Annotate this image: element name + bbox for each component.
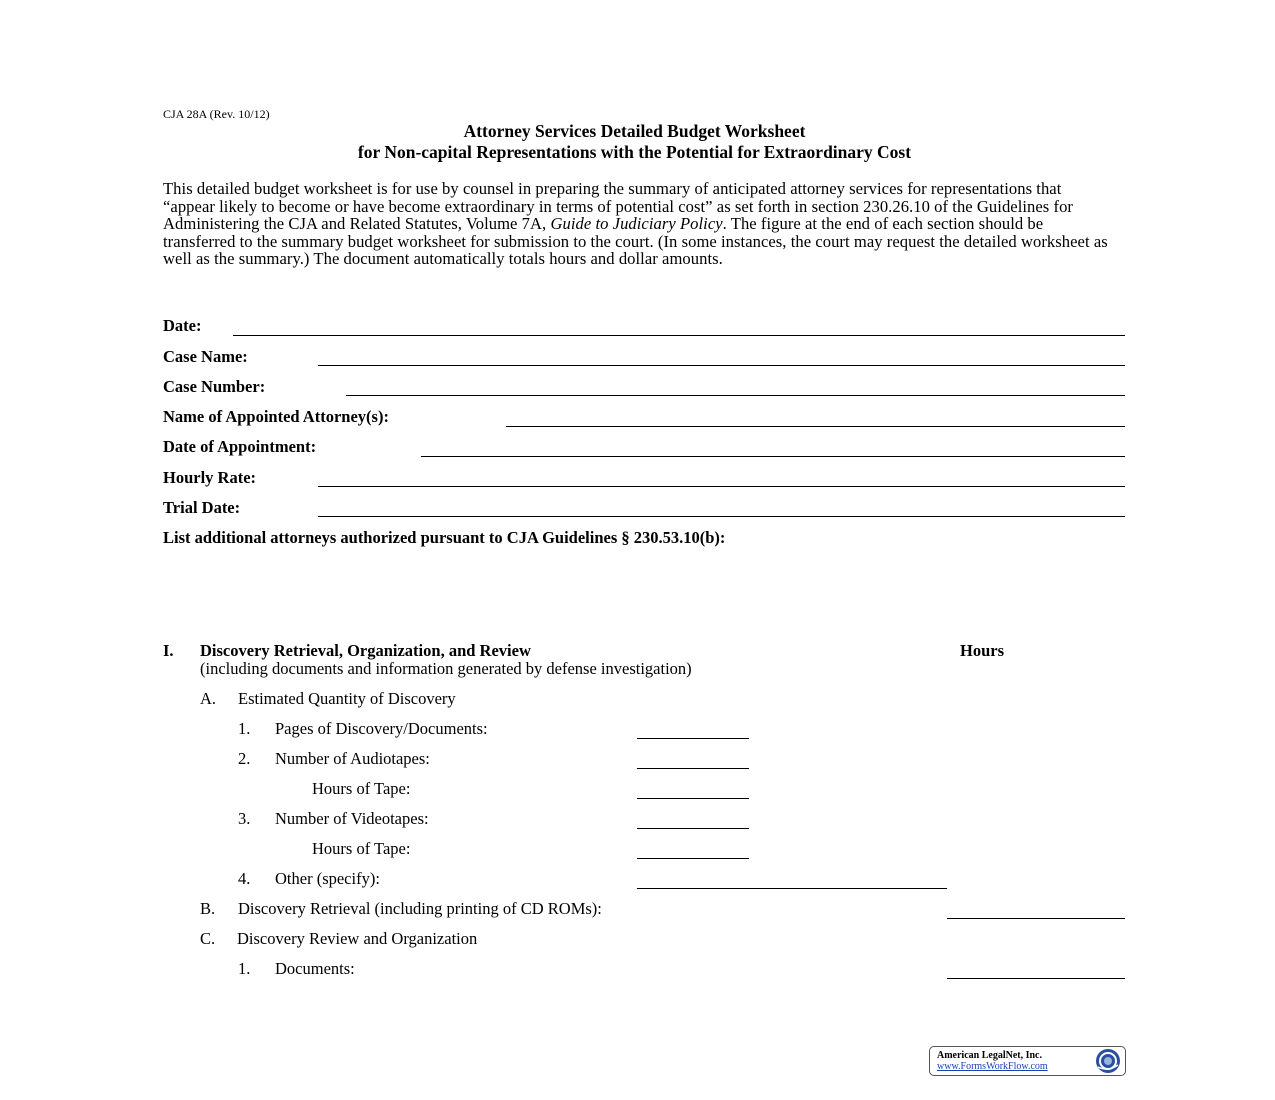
audio-hours-field[interactable] (637, 798, 749, 799)
item-a-letter: A. (200, 689, 217, 708)
date-of-appointment-label: Date of Appointment: (163, 437, 317, 456)
trial-date-field[interactable] (318, 516, 1125, 517)
case-number-label: Case Number: (163, 377, 266, 396)
section-numeral: I. (163, 641, 174, 660)
documents-hours-field[interactable] (947, 978, 1125, 979)
discovery-retrieval-hours-field[interactable] (947, 918, 1125, 919)
videotapes-label: Number of Videotapes: (275, 809, 429, 828)
hours-header: Hours (960, 641, 1005, 660)
additional-attorneys-label: List additional attorneys authorized pursuant to CJA Guidelines § 230.53.10(b): (163, 528, 726, 547)
audiotapes-label: Number of Audiotapes: (275, 749, 430, 768)
audio-hours-label: Hours of Tape: (312, 779, 411, 798)
video-hours-label: Hours of Tape: (312, 839, 411, 858)
section-subtitle: (including documents and information generated by defense investigation) (200, 659, 692, 678)
globe-icon (1095, 1048, 1121, 1074)
videotapes-field[interactable] (637, 828, 749, 829)
date-field[interactable] (233, 335, 1125, 336)
case-number-field[interactable] (346, 395, 1125, 396)
case-name-label: Case Name: (163, 347, 248, 366)
other-label: Other (specify): (275, 869, 380, 888)
item-b-label: Discovery Retrieval (including printing of CD ROMs): (238, 899, 602, 918)
video-hours-field[interactable] (637, 858, 749, 859)
hourly-rate-field[interactable] (318, 486, 1125, 487)
item-c-label: Discovery Review and Organization (237, 929, 478, 948)
publisher-url[interactable]: www.FormsWorkFlow.com (937, 1061, 1048, 1072)
publisher-name: American LegalNet, Inc. (937, 1050, 1042, 1061)
intro-paragraph: This detailed budget worksheet is for use by counsel in preparing the summary of anticipated attorney services for representations that “appear likely to become or have become extraordinary in terms of potential cost” as set forth in section 230.26.10 of the Guidelines for Administering the CJA and Related Statutes, Volume 7A, Guide to Judiciary Policy. The figure at the end of each section should be transferred to the summary budget worksheet for submission to the court. (In some instances, the court may request the detailed worksheet as well as the summary.) The document automatically totals hours and dollar amounts. (163, 179, 1108, 269)
item-3-number: 3. (238, 809, 251, 828)
date-label: Date: (163, 316, 202, 335)
hourly-rate-label: Hourly Rate: (163, 468, 257, 487)
other-field[interactable] (637, 888, 947, 889)
policy-title: Guide to Judiciary Policy (550, 214, 723, 234)
item-b-letter: B. (200, 899, 216, 918)
appointed-attorney-field[interactable] (506, 426, 1125, 427)
item-a-label: Estimated Quantity of Discovery (238, 689, 456, 708)
form-number: CJA 28A (Rev. 10/12) (163, 107, 270, 121)
date-of-appointment-field[interactable] (421, 456, 1125, 457)
audiotapes-field[interactable] (637, 768, 749, 769)
publisher-logo[interactable] (929, 1046, 1126, 1076)
form-subtitle: for Non-capital Representations with the Potential for Extraordinary Cost (357, 142, 912, 162)
item-c1-number: 1. (238, 959, 251, 978)
documents-label: Documents: (275, 959, 355, 978)
item-4-number: 4. (238, 869, 251, 888)
item-c-letter: C. (200, 929, 216, 948)
pages-field[interactable] (637, 738, 749, 739)
pages-label: Pages of Discovery/Documents: (275, 719, 488, 738)
appointed-attorney-label: Name of Appointed Attorney(s): (163, 407, 389, 426)
form-title: Attorney Services Detailed Budget Worksheet (463, 121, 806, 141)
item-2-number: 2. (238, 749, 251, 768)
section-title: Discovery Retrieval, Organization, and Review (200, 641, 531, 660)
item-1-number: 1. (238, 719, 251, 738)
case-name-field[interactable] (318, 365, 1125, 366)
trial-date-label: Trial Date: (163, 498, 241, 517)
